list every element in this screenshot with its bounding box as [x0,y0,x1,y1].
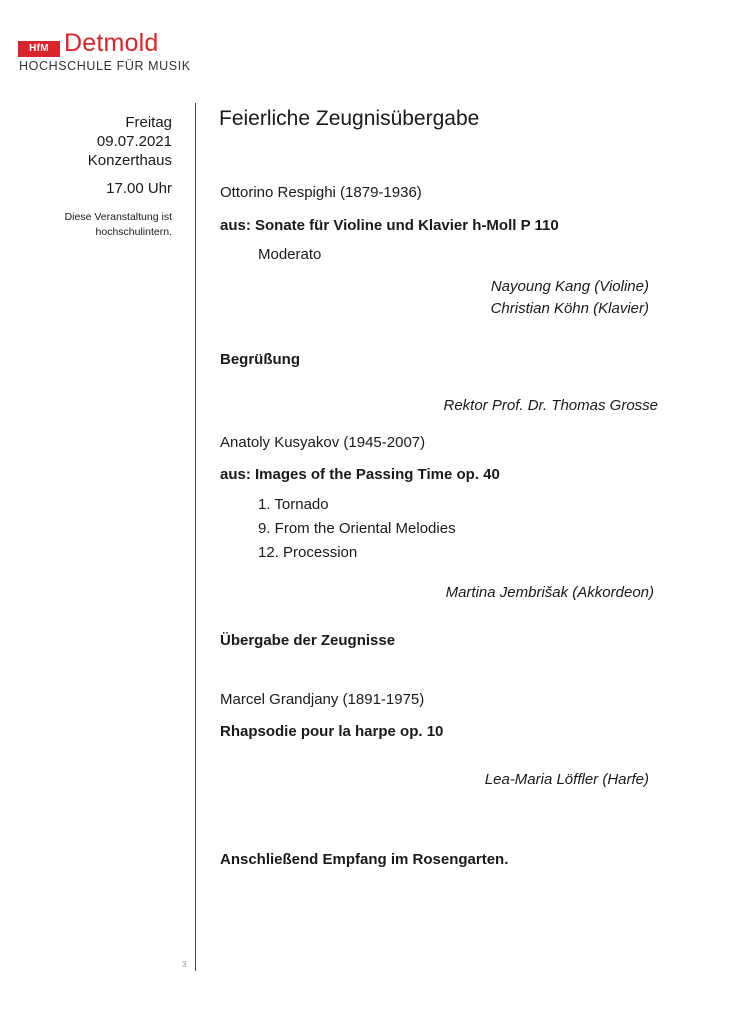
vertical-divider [195,103,196,971]
composer-grandjany: Marcel Grandjany (1891-1975) [220,691,425,708]
performer-jembrisak: Martina Jembrišak (Akkordeon) [445,584,654,601]
movement-moderato: Moderato [258,246,322,263]
work-kusyakov: aus: Images of the Passing Time op. 40 [220,466,500,483]
performer-kang: Nayoung Kang (Violine) [490,278,649,295]
heading-begruessung: Begrüßung [220,351,300,368]
event-date: 09.07.2021 [96,133,172,150]
event-time: 17.00 Uhr [106,180,172,197]
closing-note: Anschließend Empfang im Rosengarten. [220,851,509,868]
composer-kusyakov: Anatoly Kusyakov (1945-2007) [220,434,426,451]
work-grandjany: Rhapsodie pour la harpe op. 10 [220,723,444,740]
logo-subtitle: HOCHSCHULE FÜR MUSIK [19,59,191,73]
event-day: Freitag [125,114,172,131]
page-title: Feierliche Zeugnisübergabe [219,107,480,130]
movement-tornado: 1. Tornado [258,496,329,513]
event-note-line1: Diese Veranstaltung ist [64,211,172,223]
speaker-grosse: Rektor Prof. Dr. Thomas Grosse [443,397,658,414]
performer-loeffler: Lea-Maria Löffler (Harfe) [484,771,649,788]
event-note-line2: hochschulintern. [95,226,172,238]
performer-koehn: Christian Köhn (Klavier) [490,300,649,317]
logo-badge: HfM [18,41,60,57]
logo-wordmark: Detmold [64,29,159,57]
event-venue: Konzerthaus [87,152,172,169]
page-number: 3 [182,960,187,969]
work-respighi: aus: Sonate für Violine und Klavier h-Moll P 110 [220,217,559,234]
heading-uebergabe: Übergabe der Zeugnisse [220,632,396,649]
movement-oriental: 9. From the Oriental Melodies [258,520,456,537]
movement-procession: 12. Procession [258,544,358,561]
composer-respighi: Ottorino Respighi (1879-1936) [220,184,422,201]
